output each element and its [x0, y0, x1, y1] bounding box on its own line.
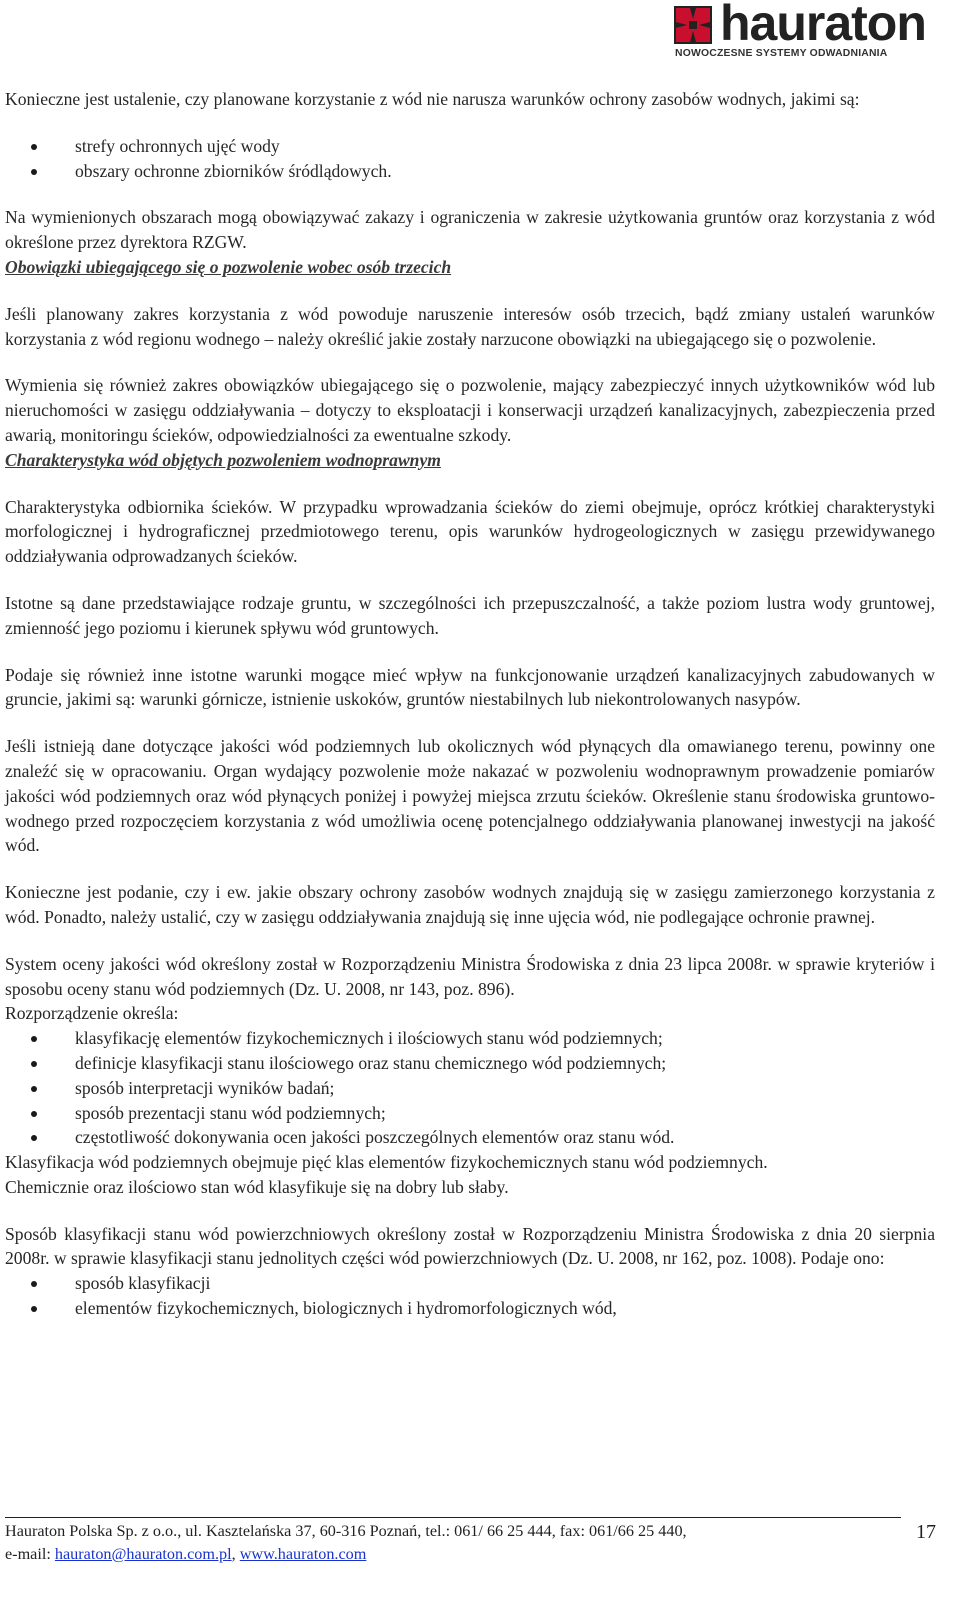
paragraph: Jeśli planowany zakres korzystania z wód powoduje naruszenie interesów osób trzecich, bądź zmiany ustaleń warunków korzystania z wód regionu wodnego – należy określić jakie zostały narzucone obowiązki na ubiegającego się o pozwolenie. — [5, 303, 935, 349]
bullet-list-regulation-scope — [5, 1026, 935, 1150]
footer-separator: , — [231, 1545, 240, 1563]
footer-address: Hauraton Polska Sp. z o.o., ul. Kasztelańska 37, 60-316 Poznań, tel.: 061/ 66 25 444, fax: 061/66 25 440, — [5, 1522, 687, 1540]
page-number: 17 — [916, 1521, 936, 1543]
paragraph: Klasyfikacja wód podziemnych obejmuje pięć klas elementów fizykochemicznych stanu wód podziemnych. — [5, 1152, 768, 1173]
footer-divider — [5, 1517, 901, 1518]
list-item: sposób interpretacji wyników badań; — [5, 1076, 935, 1101]
hauraton-logo — [674, 0, 940, 62]
paragraph: Konieczne jest ustalenie, czy planowane korzystanie z wód nie narusza warunków ochrony zasobów wodnych, jakimi są: — [5, 89, 860, 109]
paragraph: Charakterystyka odbiornika ścieków. W przypadku wprowadzania ścieków do ziemi obejmuje, oprócz krótkiej charakterystyki morfologicznej i hydrograficznej przedmiotowego terenu, opis warunków hydrogeologicznych w zasięgu przewidywanego oddziaływania odprowadzanych ścieków. — [5, 496, 935, 567]
footer-email-link[interactable]: hauraton@hauraton.com.pl — [54, 1545, 232, 1563]
hauraton-logo-mark-icon — [674, 6, 712, 44]
logo-tagline: NOWOCZESNE SYSTEMY ODWADNIANIA — [675, 48, 888, 59]
paragraph: Wymienia się również zakres obowiązków ubiegającego się o pozwolenie, mający zabezpieczyć innych użytkowników wód lub nieruchomości w zasięgu oddziaływania – dotyczy to eksploatacji i konserwacji urządzeń kanalizacyjnych, zabezpieczenia przed awarią, monitoringu ścieków, odpowiedzialności za ewentualne szkody. — [5, 375, 935, 445]
footer — [5, 1520, 901, 1566]
list-item: klasyfikację elementów fizykochemicznych i ilościowych stanu wód podziemnych; — [5, 1026, 935, 1051]
list-item: sposób klasyfikacji — [5, 1271, 935, 1296]
footer-email-label: e-mail: — [5, 1545, 55, 1563]
paragraph: Sposób klasyfikacji stanu wód powierzchniowych określony został w Rozporządzeniu Ministra Środowiska z dnia 20 sierpnia 2008r. w sprawie klasyfikacji stanu jednolitych części wód powierzchniowych (Dz. U. 2008, nr 162, poz. 1008). Podaje ono: — [5, 1223, 935, 1269]
list-item: strefy ochronnych ujęć wody — [5, 134, 935, 159]
paragraph: Rozporządzenie określa: — [5, 1003, 179, 1024]
list-item: elementów fizykochemicznych, biologicznych i hydromorfologicznych wód, — [5, 1296, 935, 1321]
list-item: sposób prezentacji stanu wód podziemnych; — [5, 1101, 935, 1126]
document-body — [5, 87, 935, 1321]
bullet-list-surface-classification — [5, 1271, 935, 1321]
section-heading-water-characteristics: Charakterystyka wód objętych pozwoleniem wodnoprawnym — [5, 449, 441, 470]
paragraph: System oceny jakości wód określony został w Rozporządzeniu Ministra Środowiska z dnia 23 lipca 2008r. w sprawie kryteriów i sposobu oceny stanu wód podziemnych (Dz. U. 2008, nr 143, poz. 896). — [5, 953, 935, 999]
list-item: obszary ochronne zbiorników śródlądowych. — [5, 159, 935, 184]
paragraph: Podaje się również inne istotne warunki mogące mieć wpływ na funkcjonowanie urządzeń kanalizacyjnych zabudowanych w gruncie, jakimi są: warunki górnicze, istnienie uskoków, gruntów niestabilnych lub niekontrolowanych nasypów. — [5, 664, 935, 710]
list-item: częstotliwość dokonywania ocen jakości poszczególnych elementów oraz stanu wód. — [5, 1125, 935, 1150]
paragraph: Istotne są dane przedstawiające rodzaje gruntu, w szczególności ich przepuszczalność, a także poziom lustra wody gruntowej, zmienność jego poziomu i kierunek spływu wód gruntowych. — [5, 592, 935, 638]
paragraph: Konieczne jest podanie, czy i ew. jakie obszary ochrony zasobów wodnych znajdują się w zasięgu zamierzonego korzystania z wód. Ponadto, należy ustalić, czy w zasięgu oddziaływania znajdują się inne ujęcia wód, nie podlegające ochronie prawnej. — [5, 882, 935, 927]
paragraph: Chemicznie oraz ilościowo stan wód klasyfikuje się na dobry lub słaby. — [5, 1176, 509, 1197]
footer-website-link[interactable]: www.hauraton.com — [239, 1545, 367, 1563]
footer-contacts — [5, 1543, 901, 1566]
paragraph: Jeśli istnieją dane dotyczące jakości wód podziemnych lub okolicznych wód płynących dla omawianego terenu, powinny one znaleźć się w opracowaniu. Organ wydający pozwolenie może nakazać w pozwoleniu wodnoprawnym prowadzenie pomiarów jakości wód podziemnych oraz wód płynących poniżej i powyżej miejsca zrzutu ścieków. Określenie stanu środowiska gruntowo-wodnego przed rozpoczęciem korzystania z wód umożliwia ocenę potencjalnego oddziaływania planowanej inwestycji na jakość wód. — [5, 736, 935, 856]
section-heading-obligations: Obowiązki ubiegającego się o pozwolenie wobec osób trzecich — [5, 256, 452, 277]
bullet-list-protection-zones — [5, 134, 935, 184]
list-item: definicje klasyfikacji stanu ilościowego oraz stanu chemicznego wód podziemnych; — [5, 1051, 935, 1076]
logo-name: hauraton — [720, 0, 926, 51]
paragraph: Na wymienionych obszarach mogą obowiązywać zakazy i ograniczenia w zakresie użytkowania gruntów oraz korzystania z wód określone przez dyrektora RZGW. — [5, 207, 935, 253]
